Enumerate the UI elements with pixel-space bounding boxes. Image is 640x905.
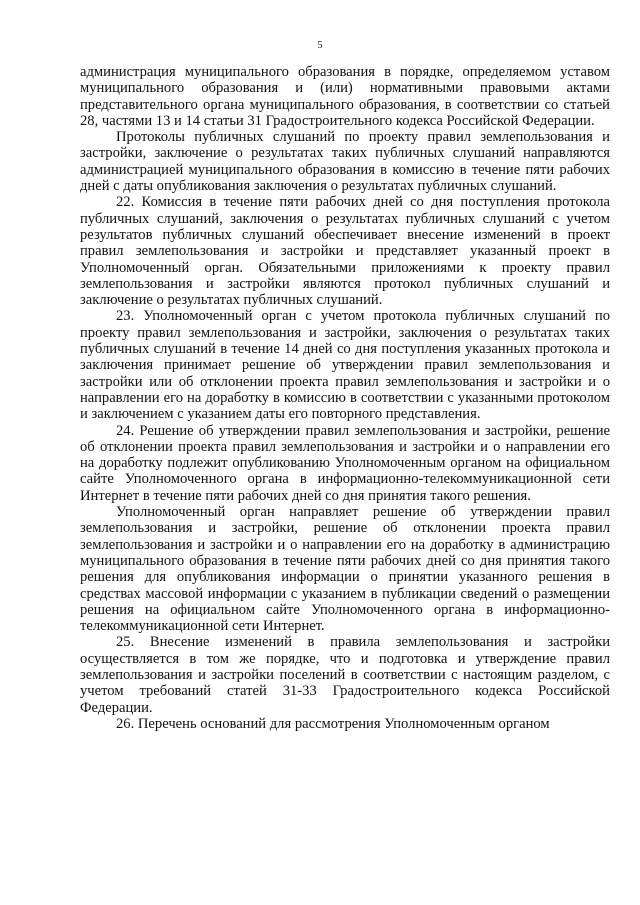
paragraph-26: 26. Перечень оснований для рассмотрения Уполномоченным органом [116,715,550,732]
paragraph-authority-decision: Уполномоченный орган направляет решение об утверждении правил землепользования и застройки, решение об отклонении проекта правил землепользования и застройки и о направлении его на доработку в администрацию муниципального образования в течение пяти рабочих дней со дня принятия такого решения для опубликования информации о принятии указанного решения в средствах массовой информации с указанием в публикации сведений о размещении решения на официальном сайте Уполномоченного органа в информационно-телекоммуникационной сети Интернет. [80,504,610,635]
paragraph-protocols: Протоколы публичных слушаний по проекту правил землепользования и застройки, заключение о результатах таких публичных слушаний направляются администрацией муниципального образования в комиссию в течение пяти рабочих дней с даты опубликования заключения о результатах публичных слушаний. [80,129,610,195]
paragraph-24: 24. Решение об утверждении правил землепользования и застройки, решение об отклонении проекта правил землепользования и застройки и о направлении его на доработку подлежит опубликованию Уполномоченным органом на официальном сайте Уполномоченного органа в информационно-телекоммуникационной сети Интернет в течение пяти рабочих дней со дня принятия такого решения. [80,422,610,504]
paragraph-23: 23. Уполномоченный орган с учетом протокола публичных слушаний по проекту правил землепользования и застройки, заключения о результатах таких публичных слушаний в течение 14 дней со дня поступления указанных протокола и заключения принимает решение об утверждении правил землепользования и застройки или об отклонении проекта правил землепользования и застройки и о направлении его на доработку в комиссию в соответствии с указанными протоколом и заключением с указанием даты его повторного представления. [80,308,610,423]
paragraph-25: 25. Внесение изменений в правила землепользования и застройки осуществляется в том же порядке, что и подготовка и утверждение правил землепользования и застройки поселений в соответствии с настоящим разделом, с учетом требований статей 31-33 Градостроительного кодекса Российской Федерации. [80,634,610,716]
paragraph-22: 22. Комиссия в течение пяти рабочих дней со дня поступления протокола публичных слушаний, заключения о результатах публичных слушаний с учетом результатов публичных слушаний обеспечивает внесение изменений в проект правил землепользования и застройки и представляет указанный проект в Уполномоченный орган. Обязательными приложениями к проекту правил землепользования и застройки являются протокол публичных слушаний и заключение о результатах публичных слушаний. [80,194,610,309]
document-body [80,64,610,732]
paragraph-intro: администрация муниципального образования в порядке, определяемом уставом муниципального образования и (или) нормативными правовыми актами представительного органа муниципального образования, в соответствии со статьей 28, частями 13 и 14 статьи 31 Градостроительного кодекса Российской Федерации. [80,64,610,129]
page-number: 5 [317,40,323,51]
